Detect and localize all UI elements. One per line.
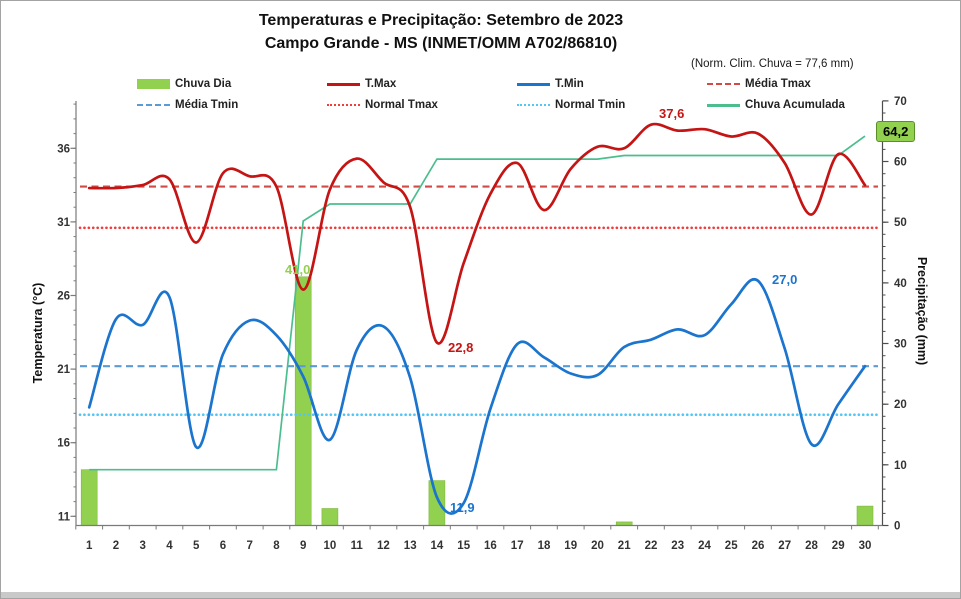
chart-canvas bbox=[1, 1, 960, 598]
climatological-normal-note: (Norm. Clim. Chuva = 77,6 mm) bbox=[691, 58, 854, 70]
legend-swatch-media-tmin bbox=[137, 104, 170, 106]
x-axis-day-label: 21 bbox=[617, 540, 631, 552]
annotation-rain-day-9: 41,0 bbox=[285, 262, 311, 277]
x-axis-day-label: 28 bbox=[805, 540, 818, 552]
x-axis-day-label: 15 bbox=[457, 540, 471, 552]
annotation-tmax-peak: 37,6 bbox=[659, 106, 685, 121]
annotation-rain-total: 64,2 bbox=[876, 121, 915, 142]
left-axis-tick-label: 26 bbox=[57, 290, 70, 303]
x-axis-day-label: 27 bbox=[778, 540, 792, 552]
x-axis-day-label: 17 bbox=[510, 540, 524, 552]
x-axis-day-label: 13 bbox=[403, 540, 417, 552]
legend-label: Normal Tmax bbox=[365, 99, 438, 111]
right-axis-tick-label: 60 bbox=[894, 156, 907, 169]
legend-swatch-normal-tmax bbox=[327, 104, 360, 106]
x-axis-day-label: 7 bbox=[246, 540, 253, 552]
x-axis-day-label: 16 bbox=[484, 540, 497, 552]
x-axis-day-label: 14 bbox=[430, 540, 444, 552]
x-axis-day-label: 23 bbox=[671, 540, 685, 552]
rain-bar-day-14 bbox=[429, 481, 445, 526]
legend-swatch-tmax bbox=[327, 83, 360, 86]
chart-title: Temperaturas e Precipitação: Setembro de 2023 bbox=[258, 12, 624, 29]
legend-label: Chuva Acumulada bbox=[745, 99, 845, 111]
left-axis-tick-label: 31 bbox=[57, 216, 70, 229]
right-axis-tick-label: 20 bbox=[894, 399, 907, 412]
legend-swatch-tmin bbox=[517, 83, 550, 86]
legend-swatch-normal-tmin bbox=[517, 104, 550, 106]
rain-bar-day-30 bbox=[857, 506, 873, 525]
annotation-tmax-low: 22,8 bbox=[448, 340, 474, 355]
x-axis-day-label: 19 bbox=[564, 540, 578, 552]
x-axis-day-label: 10 bbox=[323, 540, 337, 552]
left-axis-tick-label: 11 bbox=[57, 511, 70, 524]
x-axis-day-label: 18 bbox=[537, 540, 551, 552]
right-axis-tick-label: 0 bbox=[894, 520, 901, 533]
x-axis-day-label: 3 bbox=[139, 540, 146, 552]
legend-item-normal-tmax bbox=[327, 99, 438, 111]
x-axis-day-label: 1 bbox=[85, 540, 93, 552]
legend-label: T.Max bbox=[365, 78, 397, 90]
tmax-line bbox=[89, 124, 865, 343]
legend-item-tmin bbox=[517, 78, 584, 90]
legend-item-normal-tmin bbox=[517, 99, 625, 111]
x-axis-day-label: 22 bbox=[644, 540, 658, 552]
legend-item-media-tmax bbox=[707, 78, 811, 90]
rain-bar-day-9 bbox=[295, 277, 311, 526]
legend-label: T.Min bbox=[555, 78, 584, 90]
right-axis-tick-label: 70 bbox=[894, 95, 907, 108]
legend-item-chuva-acumulada bbox=[707, 99, 845, 111]
x-axis-day-label: 24 bbox=[698, 540, 711, 552]
rain-bar-day-1 bbox=[81, 470, 97, 526]
tmin-line bbox=[89, 279, 865, 513]
chart-title-block bbox=[1, 9, 881, 55]
legend-item-media-tmin bbox=[137, 99, 238, 111]
right-axis-tick-label: 40 bbox=[894, 277, 907, 290]
x-axis-day-label: 25 bbox=[724, 540, 738, 552]
x-axis-day-label: 20 bbox=[591, 540, 604, 552]
x-axis-day-label: 11 bbox=[350, 540, 363, 552]
legend-swatch-chuva-acumulada bbox=[707, 104, 740, 107]
x-axis-day-label: 12 bbox=[377, 540, 390, 552]
legend-label: Média Tmax bbox=[745, 78, 811, 90]
right-axis-tick-label: 10 bbox=[894, 459, 907, 472]
left-axis-tick-label: 21 bbox=[57, 364, 70, 377]
window-bottom-edge bbox=[1, 592, 960, 598]
legend-label: Normal Tmin bbox=[555, 99, 626, 111]
x-axis-day-label: 30 bbox=[858, 540, 872, 552]
x-axis-day-label: 26 bbox=[751, 540, 765, 552]
x-axis-day-label: 9 bbox=[299, 540, 307, 552]
legend-item-chuva-dia bbox=[137, 78, 231, 90]
right-axis-title: Precipitação (mm) bbox=[915, 256, 929, 366]
x-axis-day-label: 4 bbox=[166, 540, 173, 552]
left-axis-title: Temperatura (°C) bbox=[31, 282, 45, 384]
x-axis-day-label: 29 bbox=[831, 540, 845, 552]
right-axis-tick-label: 30 bbox=[894, 338, 907, 351]
legend-swatch-chuva-dia bbox=[137, 79, 170, 89]
left-axis-tick-label: 16 bbox=[57, 437, 70, 450]
annotation-tmin-low: 11,9 bbox=[450, 500, 475, 515]
annotation-tmin-peak: 27,0 bbox=[772, 272, 798, 287]
rain-bar-day-10 bbox=[322, 509, 338, 526]
left-axis-tick-label: 36 bbox=[57, 143, 70, 156]
legend-swatch-media-tmax bbox=[707, 83, 740, 85]
legend-label: Chuva Dia bbox=[175, 78, 232, 90]
x-axis-day-label: 2 bbox=[112, 540, 120, 552]
chart-subtitle: Campo Grande - MS (INMET/OMM A702/86810) bbox=[264, 35, 618, 52]
x-axis-day-label: 8 bbox=[273, 540, 280, 552]
legend-label: Média Tmin bbox=[175, 99, 239, 111]
x-axis-day-label: 5 bbox=[192, 540, 200, 552]
right-axis-tick-label: 50 bbox=[894, 217, 907, 230]
x-axis-day-label: 6 bbox=[219, 540, 227, 552]
legend-item-tmax bbox=[327, 78, 396, 90]
